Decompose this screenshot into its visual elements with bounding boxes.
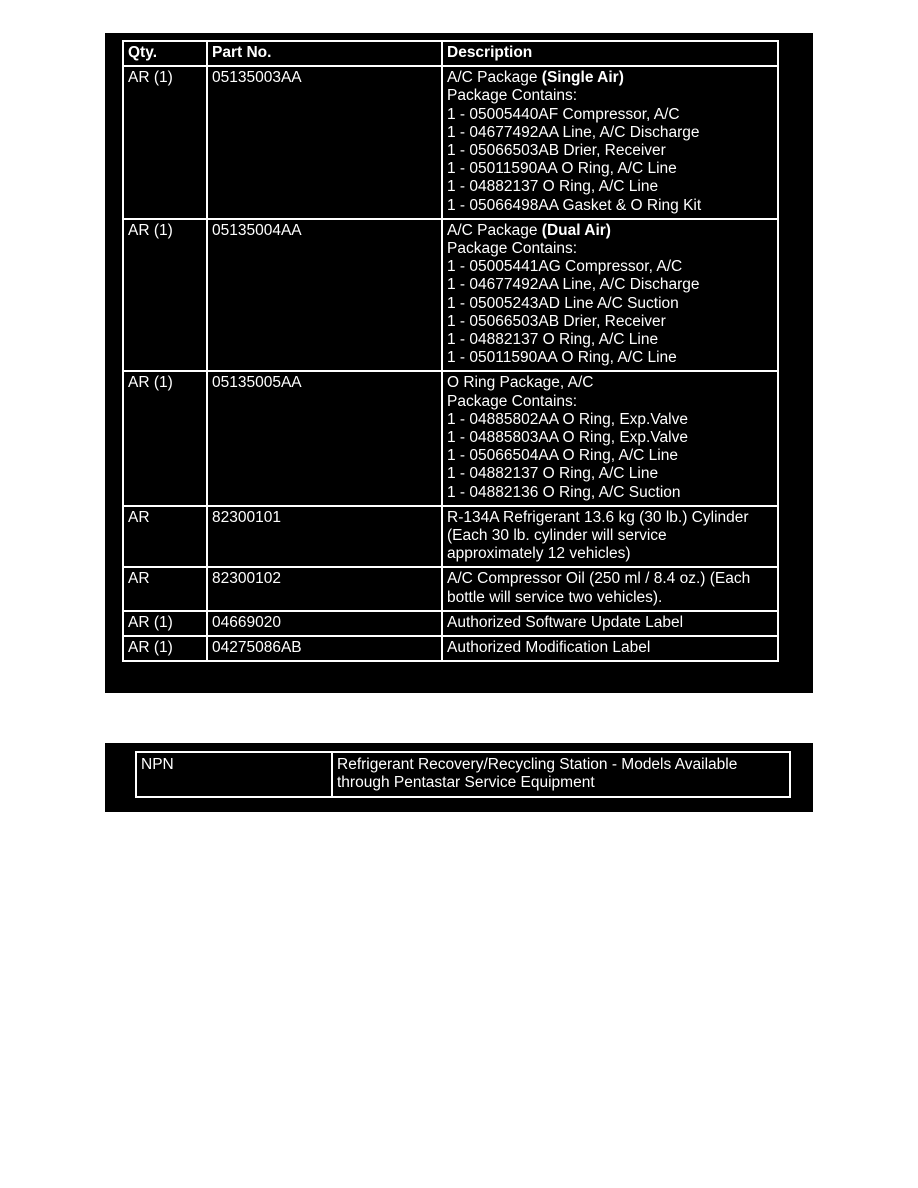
table-row [123,371,778,505]
description-line: approximately 12 vehicles) [447,545,631,563]
description-line: 1 - 04882137 O Ring, A/C Line [447,331,659,349]
description-cell [442,611,778,636]
description-title [447,374,773,392]
description-line: Package Contains: [447,392,578,410]
description-title-text: A/C Package [447,221,542,239]
table-row [123,567,778,610]
description-title [447,222,773,240]
header-part-no: Part No. [207,41,442,66]
description-title [447,69,773,87]
qty-cell: AR [123,567,207,610]
qty-cell: AR (1) [123,636,207,661]
description-line: 1 - 04882137 O Ring, A/C Line [447,465,659,483]
description-title [447,639,773,657]
description-line: Package Contains: [447,240,578,258]
description-line: 1 - 04677492AA Line, A/C Discharge [447,123,700,141]
part-no-cell: 05135003AA [207,66,442,219]
description-line: 1 - 05066503AB Drier, Receiver [447,312,666,330]
part-no-cell: 05135005AA [207,371,442,505]
description-title-emphasis: (Single Air) [541,69,624,87]
qty-cell: AR (1) [123,611,207,636]
description-line: 1 - 05066504AA O Ring, A/C Line [447,447,678,465]
description-cell [442,371,778,505]
description-line: 1 - 05005243AD Line A/C Suction [447,294,679,312]
description-cell [442,636,778,661]
qty-cell: AR (1) [123,219,207,372]
table-row [123,636,778,661]
description-title [447,570,773,588]
description-title-text: O Ring Package, A/C [447,374,594,392]
description-line: 1 - 05011590AA O Ring, A/C Line [447,160,677,178]
description-title-text: Authorized Software Update Label [447,613,684,631]
tool-description-cell [332,752,790,797]
description-cell [442,219,778,372]
description-cell [442,567,778,610]
description-line: 1 - 05011590AA O Ring, A/C Line [447,349,677,367]
description-line: 1 - 04885802AA O Ring, Exp.Valve [447,410,688,428]
description-cell [442,66,778,219]
part-no-cell: 04669020 [207,611,442,636]
qty-cell: AR (1) [123,371,207,505]
table-row [123,219,778,372]
tool-number-cell: NPN [136,752,332,797]
description-line: 1 - 04882137 O Ring, A/C Line [447,178,659,196]
description-cell [442,506,778,568]
description-line: 1 - 05005441AG Compressor, A/C [447,258,683,276]
qty-cell: AR (1) [123,66,207,219]
table-row [123,611,778,636]
tool-description-line: Refrigerant Recovery/Recycling Station - Models Available [337,756,738,773]
qty-cell: AR [123,506,207,568]
description-line: 1 - 04677492AA Line, A/C Discharge [447,276,700,294]
description-title-text: A/C Compressor Oil (250 ml / 8.4 oz.) (Each [447,570,751,588]
parts-table-panel [105,33,813,693]
description-line: Package Contains: [447,87,578,105]
parts-table [122,40,779,662]
description-line: (Each 30 lb. cylinder will service [447,527,667,545]
tool-description-line: through Pentastar Service Equipment [337,774,595,792]
header-qty: Qty. [123,41,207,66]
table-row [123,66,778,219]
part-no-cell: 04275086AB [207,636,442,661]
table-row [136,752,790,797]
tools-table-body [136,752,790,797]
part-no-cell: 05135004AA [207,219,442,372]
description-line: 1 - 05005440AF Compressor, A/C [447,105,680,123]
description-title-emphasis: (Dual Air) [541,221,611,239]
tools-table-panel [105,743,813,812]
description-line: 1 - 04885803AA O Ring, Exp.Valve [447,429,688,447]
part-no-cell: 82300102 [207,567,442,610]
description-title [447,509,773,527]
description-line: 1 - 05066503AB Drier, Receiver [447,142,666,160]
description-title-text: Authorized Modification Label [447,639,651,657]
part-no-cell: 82300101 [207,506,442,568]
description-line: bottle will service two vehicles). [447,588,663,606]
description-line: 1 - 05066498AA Gasket & O Ring Kit [447,196,702,214]
description-title-text: A/C Package [447,69,542,87]
parts-table-body [123,66,778,661]
description-title [447,614,773,632]
description-line: 1 - 04882136 O Ring, A/C Suction [447,483,681,501]
description-title-text: R-134A Refrigerant 13.6 kg (30 lb.) Cylinder [447,508,749,526]
header-description: Description [442,41,778,66]
tools-table [135,751,791,798]
parts-table-header-row [123,41,778,66]
table-row [123,506,778,568]
